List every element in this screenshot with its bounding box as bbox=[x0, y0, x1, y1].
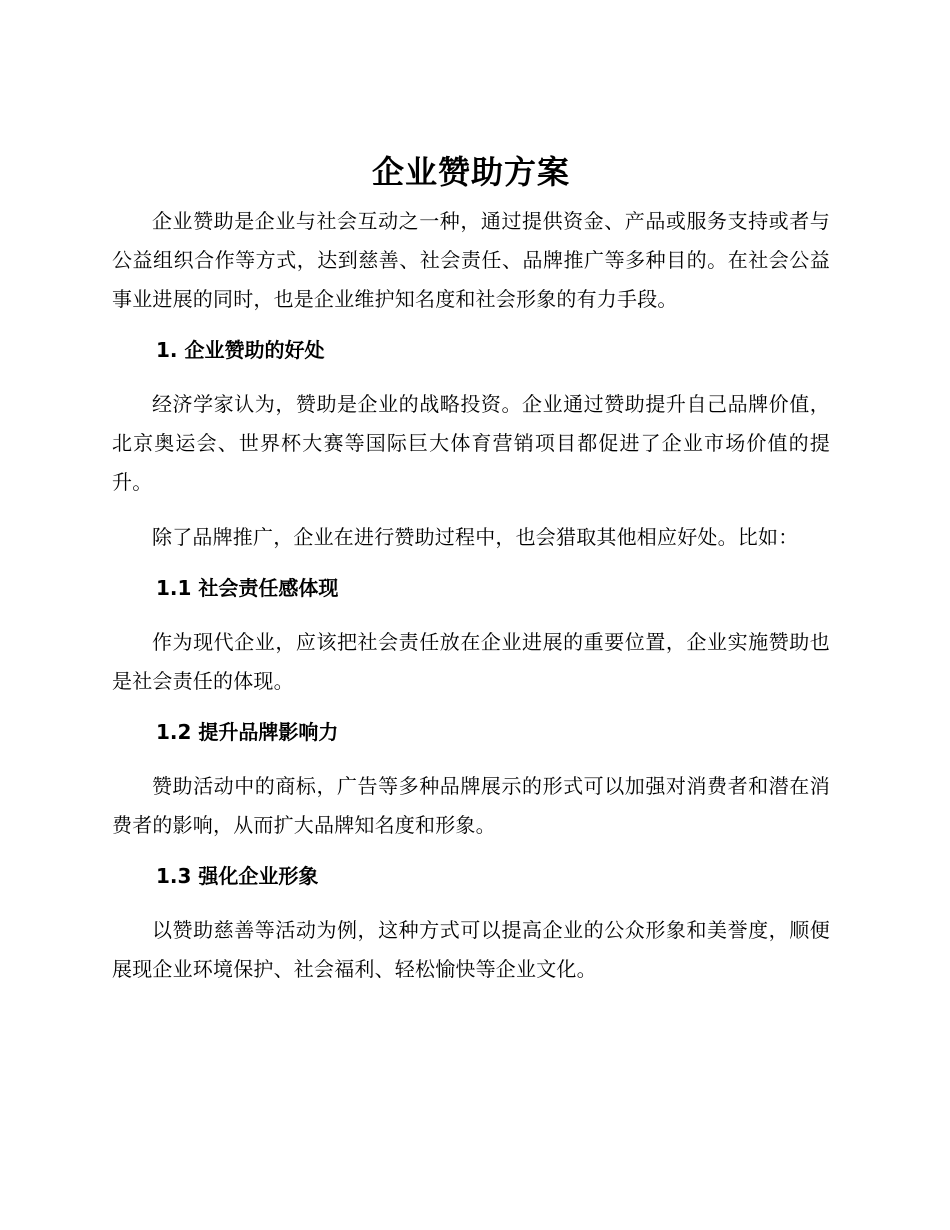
page-title: 企业赞助方案 bbox=[371, 153, 570, 191]
spacer bbox=[112, 603, 830, 623]
spacer bbox=[112, 365, 830, 385]
paragraph: 以赞助慈善等活动为例，这种方式可以提高企业的公众形象和美誉度，顺便展现企业环境保护、社会福利、轻松愉快等企业文化。 bbox=[112, 918, 830, 981]
section-heading-brand-influence: 1.2 提升品牌影响力 bbox=[156, 720, 339, 744]
section-heading-benefits: 1. 企业赞助的好处 bbox=[156, 338, 325, 362]
spacer bbox=[112, 319, 830, 335]
spacer bbox=[112, 747, 830, 767]
section-heading-corporate-image: 1.3 强化企业形象 bbox=[156, 864, 319, 888]
intro-paragraph: 企业赞助是企业与社会互动之一种，通过提供资金、产品或服务支持或者与公益组织合作等方式，达到慈善、社会责任、品牌推广等多种目的。在社会公益事业进展的同时，也是企业维护知名度和社会形象的有力手段。 bbox=[112, 209, 830, 311]
spacer bbox=[112, 845, 830, 861]
paragraph: 经济学家认为，赞助是企业的战略投资。企业通过赞助提升自己品牌价值，北京奥运会、世界杯大赛等国际巨大体育营销项目都促进了企业市场价值的提升。 bbox=[112, 392, 830, 494]
paragraph: 赞助活动中的商标，广告等多种品牌展示的形式可以加强对消费者和潜在消费者的影响，从而扩大品牌知名度和形象。 bbox=[112, 774, 830, 837]
spacer bbox=[112, 701, 830, 717]
spacer bbox=[112, 891, 830, 911]
section-heading-social-responsibility: 1.1 社会责任感体现 bbox=[156, 576, 339, 600]
paragraph: 作为现代企业，应该把社会责任放在企业进展的重要位置，企业实施赞助也是社会责任的体现。 bbox=[112, 630, 830, 693]
paragraph: 除了品牌推广，企业在进行赞助过程中，也会猎取其他相应好处。比如： bbox=[152, 525, 799, 549]
spacer bbox=[112, 502, 830, 518]
spacer bbox=[112, 557, 830, 573]
